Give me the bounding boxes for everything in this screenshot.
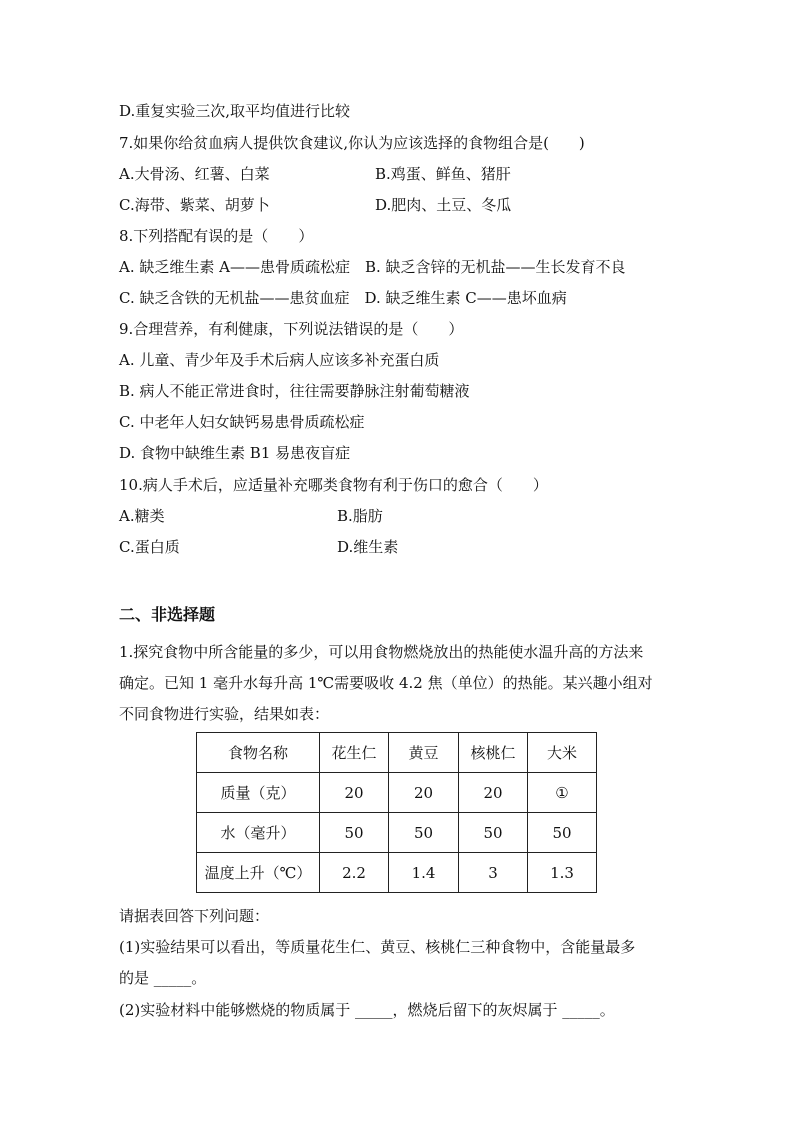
table-cell: 3: [459, 853, 528, 893]
q8-stem: 8.下列搭配有误的是（ ）: [119, 227, 314, 245]
table-cell: 温度上升（℃）: [197, 853, 320, 893]
q10-stem: 10.病人手术后，应适量补充哪类食物有利于伤口的愈合（ ）: [119, 476, 548, 494]
s2-q1-line2: 确定。已知 1 毫升水每升高 1℃需要吸收 4.2 焦（单位）的热能。某兴趣小组对: [119, 674, 653, 692]
table-cell: 2.2: [320, 853, 389, 893]
s2-sub2: (2)实验材料中能够燃烧的物质属于 _____，燃烧后留下的灰烬属于 _____。: [119, 1001, 615, 1019]
q9-stem: 9.合理营养，有利健康，下列说法错误的是（ ）: [119, 320, 464, 338]
table-row: [197, 813, 597, 853]
q7-option-a: A.大骨汤、红薯、白菜: [119, 165, 270, 183]
table-cell: 水（毫升）: [197, 813, 320, 853]
table-cell: 1.3: [528, 853, 597, 893]
s2-q1-line1: 1.探究食物中所含能量的多少，可以用食物燃烧放出的热能使水温升高的方法来: [119, 643, 644, 661]
q9-option-b: B. 病人不能正常进食时，往往需要静脉注射葡萄糖液: [119, 382, 470, 400]
s2-sub1-line2: 的是 _____。: [119, 969, 207, 987]
table-header-cell: 大米: [528, 733, 597, 773]
q9-option-d: D. 食物中缺维生素 B1 易患夜盲症: [119, 444, 351, 462]
q7-option-d: D.肥肉、土豆、冬瓜: [375, 196, 512, 214]
q6-option-d: D.重复实验三次,取平均值进行比较: [119, 102, 351, 120]
table-cell: 20: [459, 773, 528, 813]
table-header-row: [197, 733, 597, 773]
table-header-cell: 核桃仁: [459, 733, 528, 773]
q8-options-ab: A. 缺乏维生素 A——患骨质疏松症 B. 缺乏含锌的无机盐——生长发育不良: [119, 258, 626, 276]
q10-option-a: A.糖类: [119, 507, 165, 525]
table-cell: 50: [320, 813, 389, 853]
s2-after-table: 请据表回答下列问题：: [119, 907, 270, 925]
s2-q1-line3: 不同食物进行实验，结果如表：: [119, 705, 330, 723]
table-cell: 50: [459, 813, 528, 853]
q7-stem: 7.如果你给贫血病人提供饮食建议,你认为应该选择的食物组合是( ): [119, 134, 585, 152]
table-cell: 质量（克）: [197, 773, 320, 813]
table-header-cell: 花生仁: [320, 733, 389, 773]
q10-option-b: B.脂肪: [337, 507, 383, 525]
q9-option-c: C. 中老年人妇女缺钙易患骨质疏松症: [119, 413, 365, 431]
results-table: [196, 732, 597, 893]
table-cell: 50: [528, 813, 597, 853]
s2-sub1-line1: (1)实验结果可以看出，等质量花生仁、黄豆、核桃仁三种食物中，含能量最多: [119, 938, 636, 956]
table-cell: ①: [528, 773, 597, 813]
q7-option-c: C.海带、紫菜、胡萝卜: [119, 196, 270, 214]
q7-option-b: B.鸡蛋、鲜鱼、猪肝: [375, 165, 511, 183]
table-cell: 1.4: [389, 853, 459, 893]
table-header-cell: 黄豆: [389, 733, 459, 773]
table-row: [197, 773, 597, 813]
table-header-cell: 食物名称: [197, 733, 320, 773]
q10-option-c: C.蛋白质: [119, 538, 180, 556]
q10-option-d: D.维生素: [337, 538, 399, 556]
table-cell: 20: [320, 773, 389, 813]
table-row: [197, 853, 597, 893]
table-cell: 50: [389, 813, 459, 853]
q8-options-cd: C. 缺乏含铁的无机盐——患贫血症 D. 缺乏维生素 C——患坏血病: [119, 289, 567, 307]
table-cell: 20: [389, 773, 459, 813]
section-heading: 二、非选择题: [119, 605, 216, 624]
q9-option-a: A. 儿童、青少年及手术后病人应该多补充蛋白质: [119, 351, 440, 369]
